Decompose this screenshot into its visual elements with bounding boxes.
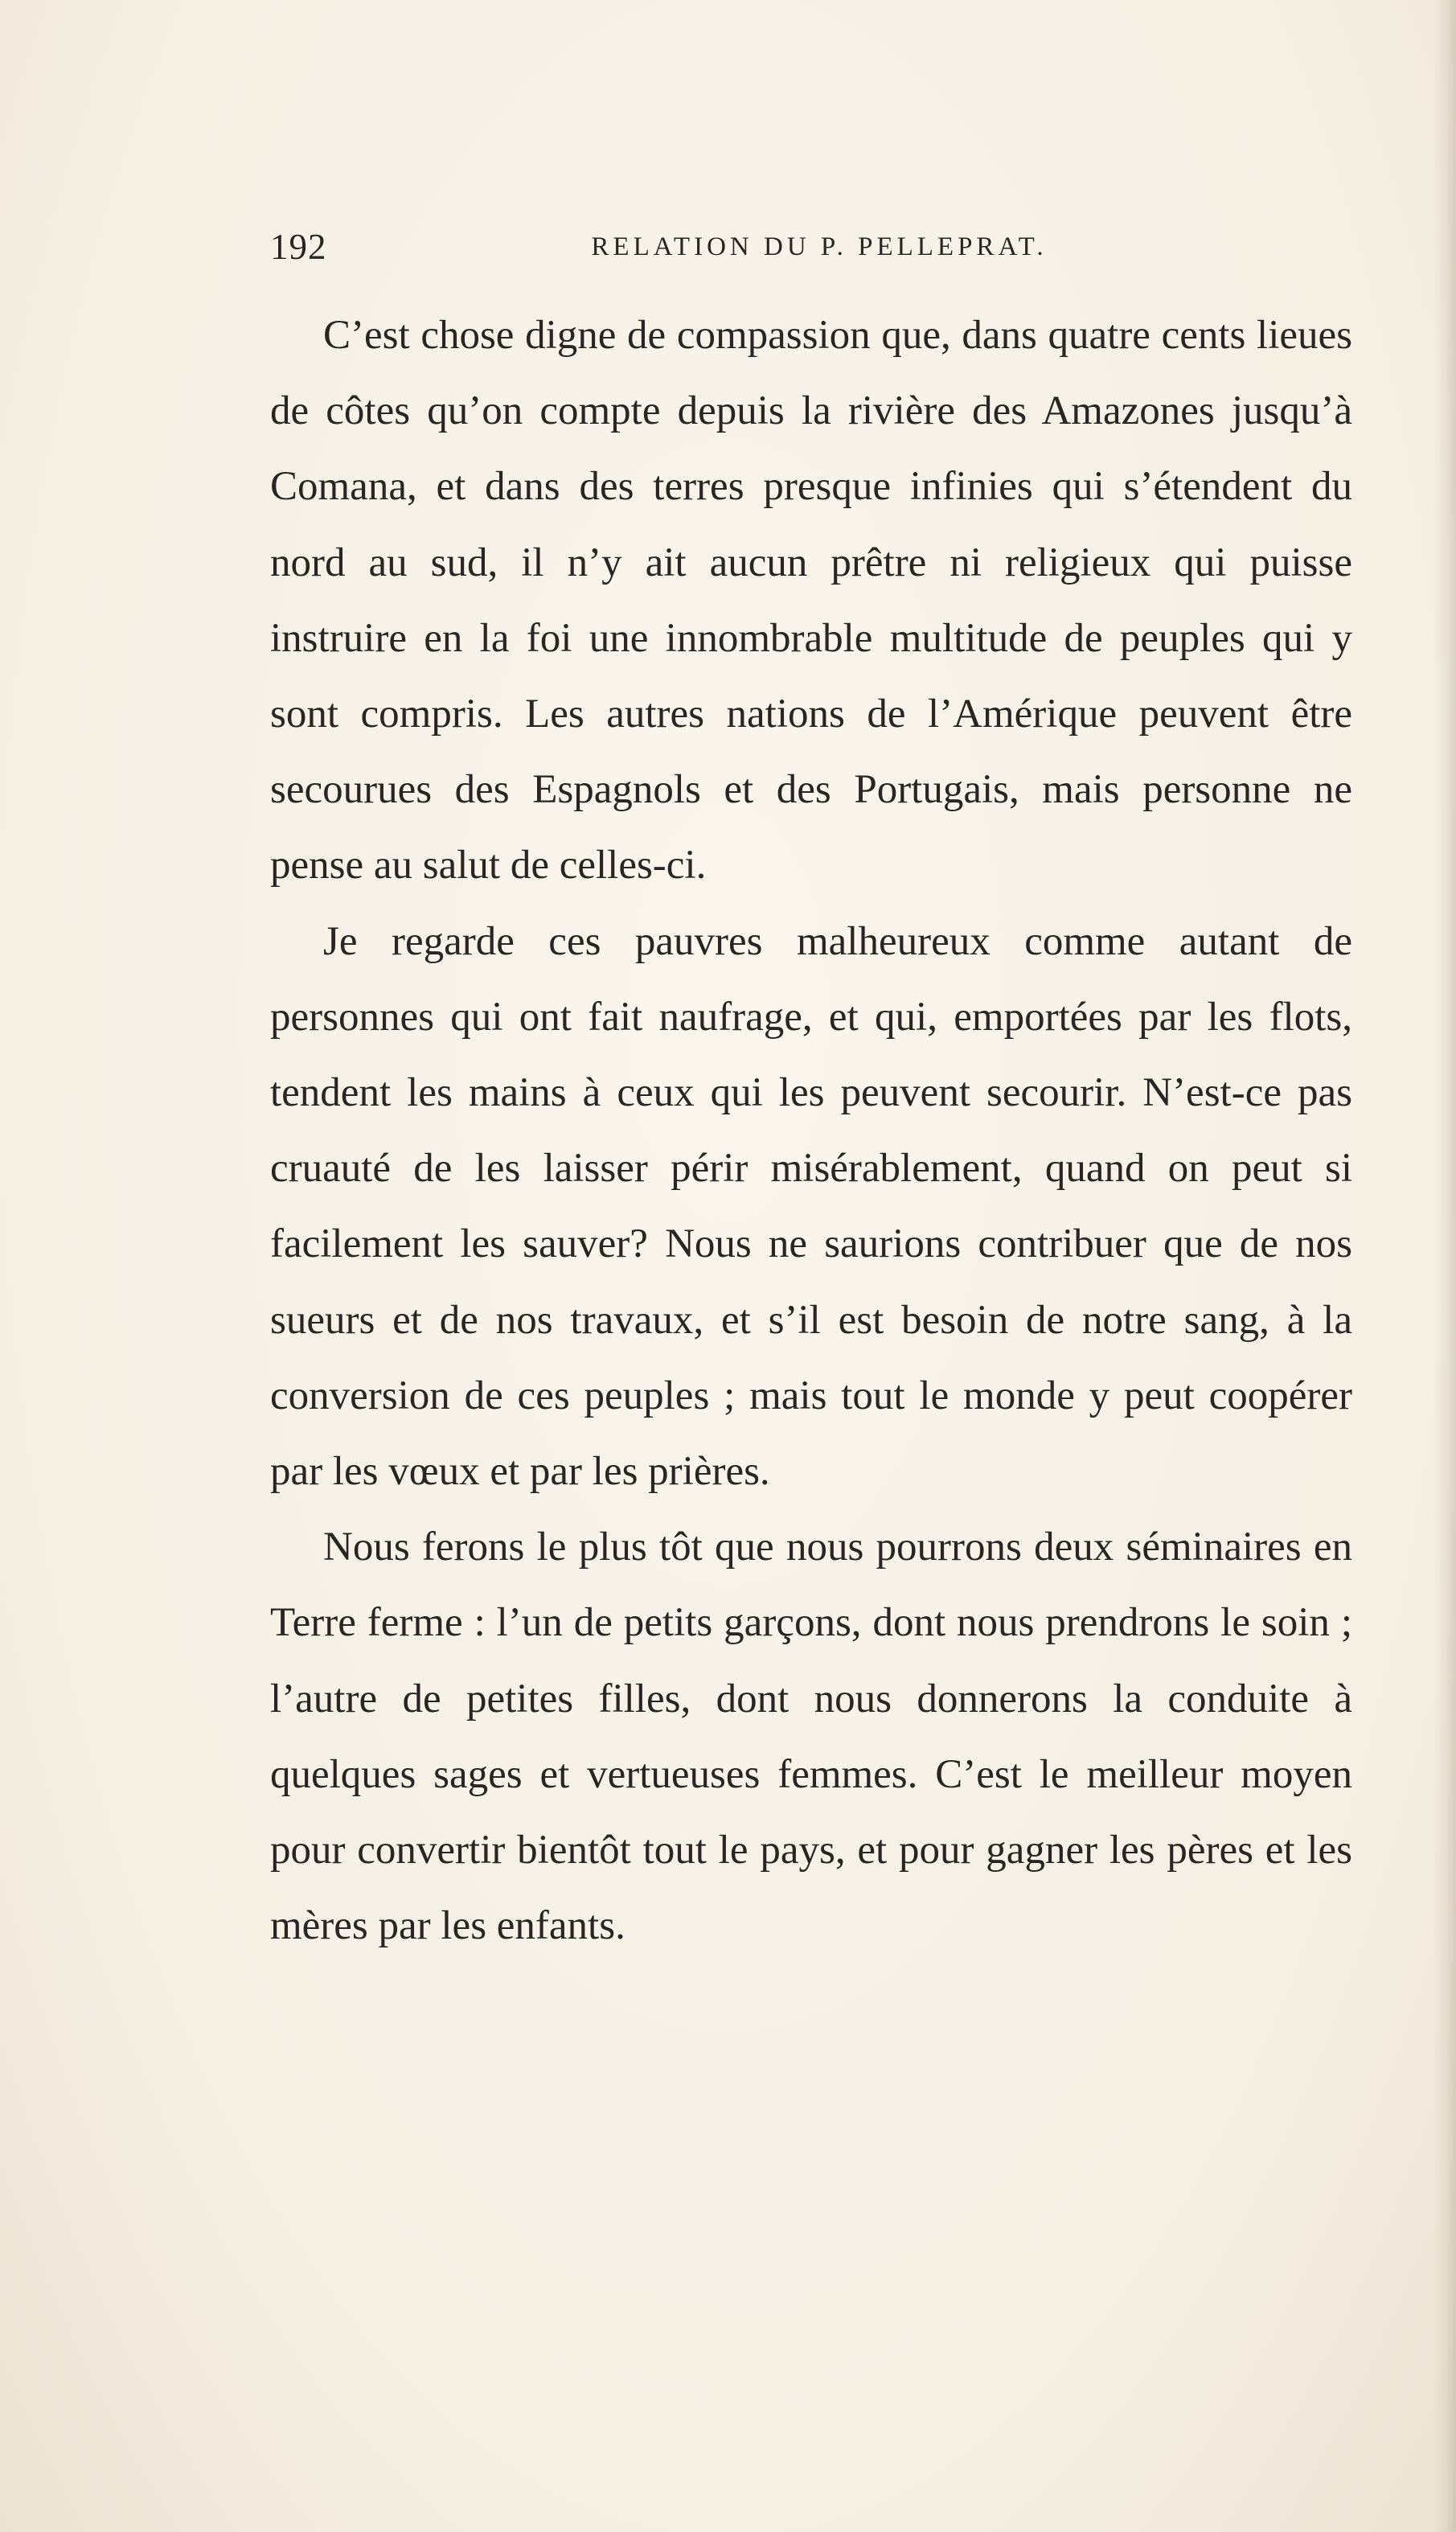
body-text <box>270 298 1352 1964</box>
page-edge-shadow <box>1433 0 1456 2532</box>
page-number: 192 <box>270 227 327 267</box>
paragraph: Je regarde ces pauvres malheureux comme autant de personnes qui ont fait naufrage, et qui, emportées par les flots, tendent les mains à ceux qui les peuvent secourir. N’est-ce pas cruauté de les laisser périr misérablement, quand on peut si facilement les sauver? Nous ne saurions contribuer que de nos sueurs et de nos travaux, et s’il est besoin de notre sang, à la conversion de ces peuples ; mais tout le monde y peut coopérer par les vœux et par les prières. <box>270 918 1352 1495</box>
running-head <box>270 219 1352 275</box>
running-title: RELATION DU P. PELLEPRAT. <box>591 232 1048 261</box>
paragraph: C’est chose digne de compassion que, dans quatre cents lieues de côtes qu’on compte depuis la rivière des Amazones jusqu’à Comana, et dans des terres presque infinies qui s’étendent du nord au sud, il n’y ait aucun prêtre ni religieux qui puisse instruire en la foi une innombrable multitude de peuples qui y sont compris. Les autres nations de l’Amérique peuvent être secourues des Espagnols et des Portugais, mais personne ne pense au salut de celles-ci. <box>270 313 1352 888</box>
paragraph: Nous ferons le plus tôt que nous pourrons deux séminaires en Terre ferme : l’un de petits garçons, dont nous prendrons le soin ; l’autre de petites filles, dont nous donnerons la conduite à quelques sages et vertueuses femmes. C’est le meilleur moyen pour convertir bientôt tout le pays, et pour gagner les pères et les mères par les enfants. <box>270 1525 1352 1949</box>
